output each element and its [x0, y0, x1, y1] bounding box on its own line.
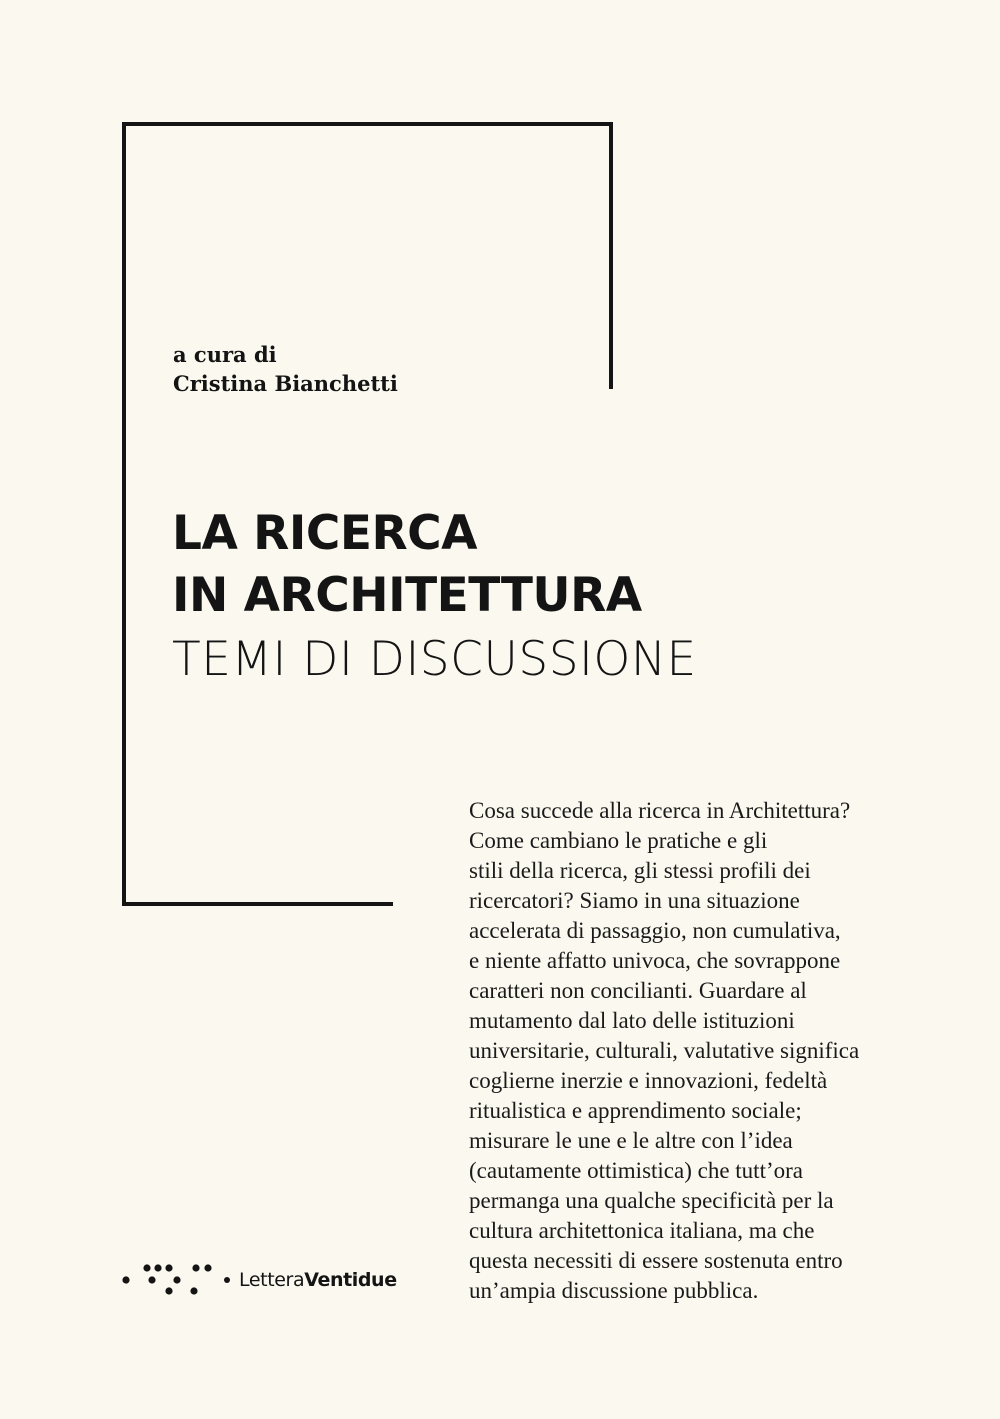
frame-bottom-line: [122, 902, 393, 906]
blurb-line: (cautamente ottimistica) che tutt’ora: [469, 1158, 803, 1183]
editor-prefix: a cura di: [173, 342, 277, 367]
blurb-line: cultura architettonica italiana, ma che: [469, 1218, 815, 1243]
blurb-line: Cosa succede alla ricerca in Architettura?: [469, 798, 851, 823]
blurb-line: stili della ricerca, gli stessi profili dei: [469, 858, 811, 883]
blurb-line: misurare le une e le altre con l’idea: [469, 1128, 793, 1153]
blurb-line: mutamento dal lato delle istituzioni: [469, 1008, 795, 1033]
blurb-line: universitarie, culturali, valutative significa: [469, 1038, 860, 1063]
blurb-line: accelerata di passaggio, non cumulativa,: [469, 918, 841, 943]
publisher-name: [239, 1267, 397, 1293]
blurb-line: coglierne inerzie e innovazioni, fedeltà: [469, 1068, 828, 1093]
publisher-name-light: Lettera: [239, 1269, 305, 1291]
publisher-logo: [118, 1258, 418, 1302]
blurb-line: un’ampia discussione pubblica.: [469, 1278, 759, 1303]
frame-left-line: [122, 122, 126, 906]
editor-credit: [173, 340, 398, 398]
frame-right-line: [609, 122, 613, 389]
title-line-2: IN ARCHITETTURA: [172, 568, 642, 623]
blurb-line: Come cambiano le pratiche e gli: [469, 828, 768, 853]
blurb-line: ricercatori? Siamo in una situazione: [469, 888, 800, 913]
editor-name: Cristina Bianchetti: [173, 371, 398, 396]
back-cover-blurb: [469, 796, 899, 1306]
blurb-line: ritualistica e apprendimento sociale;: [469, 1098, 802, 1123]
title-line-1: LA RICERCA: [172, 506, 478, 561]
blurb-line: e niente affatto univoca, che sovrappone: [469, 948, 841, 973]
blurb-line: questa necessiti di essere sostenuta entro: [469, 1248, 843, 1273]
blurb-line: permanga una qualche specificità per la: [469, 1188, 834, 1213]
title-block: [172, 503, 697, 693]
frame-top-line: [122, 122, 613, 126]
dots-logo-icon: [118, 1258, 230, 1302]
publisher-name-bold: Ventidue: [304, 1269, 397, 1291]
subtitle: TEMI DI DISCUSSIONE: [172, 632, 697, 687]
blurb-line: caratteri non concilianti. Guardare al: [469, 978, 807, 1003]
